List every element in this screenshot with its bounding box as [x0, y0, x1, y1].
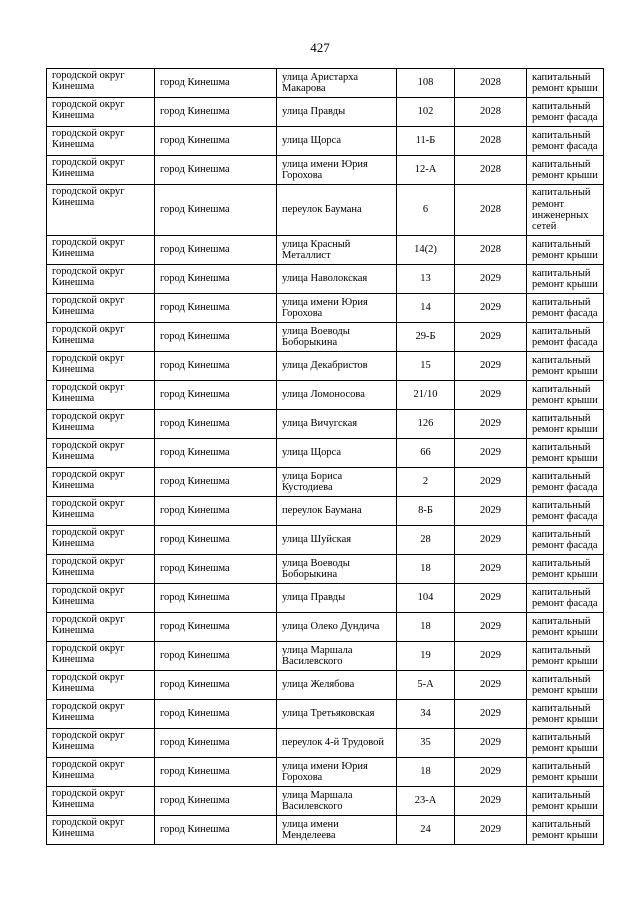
district-cell: городской округ Кинешма [47, 497, 155, 526]
table-row [47, 69, 604, 98]
street-cell: улица Декабристов [277, 352, 397, 381]
work-type-cell: капитальный ремонт фасада [527, 526, 604, 555]
year-cell: 2029 [455, 294, 527, 323]
street-cell: улица Маршала Василевского [277, 642, 397, 671]
district-cell: городской округ Кинешма [47, 439, 155, 468]
district-cell: городской округ Кинешма [47, 236, 155, 265]
work-type-cell: капитальный ремонт фасада [527, 294, 604, 323]
work-type-cell: капитальный ремонт крыши [527, 555, 604, 584]
city-cell: город Кинешма [155, 410, 277, 439]
street-cell: переулок Баумана [277, 185, 397, 236]
district-cell: городской округ Кинешма [47, 69, 155, 98]
street-cell: улица имени Менделеева [277, 816, 397, 845]
year-cell: 2029 [455, 555, 527, 584]
table-row [47, 671, 604, 700]
city-cell: город Кинешма [155, 816, 277, 845]
district-cell: городской округ Кинешма [47, 642, 155, 671]
house-number-cell: 34 [397, 700, 455, 729]
street-cell: переулок Баумана [277, 497, 397, 526]
street-cell: улица Ломоносова [277, 381, 397, 410]
table-row [47, 700, 604, 729]
city-cell: город Кинешма [155, 468, 277, 497]
city-cell: город Кинешма [155, 69, 277, 98]
table-row [47, 758, 604, 787]
house-number-cell: 23-А [397, 787, 455, 816]
year-cell: 2028 [455, 127, 527, 156]
table-row [47, 127, 604, 156]
district-cell: городской округ Кинешма [47, 156, 155, 185]
city-cell: город Кинешма [155, 352, 277, 381]
work-type-cell: капитальный ремонт крыши [527, 700, 604, 729]
city-cell: город Кинешма [155, 236, 277, 265]
table-row [47, 526, 604, 555]
street-cell: улица Щорса [277, 439, 397, 468]
house-number-cell: 102 [397, 98, 455, 127]
year-cell: 2029 [455, 700, 527, 729]
year-cell: 2029 [455, 758, 527, 787]
city-cell: город Кинешма [155, 758, 277, 787]
year-cell: 2029 [455, 526, 527, 555]
table-row [47, 410, 604, 439]
city-cell: город Кинешма [155, 265, 277, 294]
work-type-cell: капитальный ремонт крыши [527, 729, 604, 758]
district-cell: городской округ Кинешма [47, 381, 155, 410]
house-number-cell: 13 [397, 265, 455, 294]
year-cell: 2028 [455, 156, 527, 185]
district-cell: городской округ Кинешма [47, 265, 155, 294]
street-cell: улица Третьяковская [277, 700, 397, 729]
city-cell: город Кинешма [155, 787, 277, 816]
city-cell: город Кинешма [155, 497, 277, 526]
district-cell: городской округ Кинешма [47, 700, 155, 729]
city-cell: город Кинешма [155, 323, 277, 352]
work-type-cell: капитальный ремонт крыши [527, 381, 604, 410]
table-row [47, 265, 604, 294]
city-cell: город Кинешма [155, 98, 277, 127]
house-number-cell: 18 [397, 758, 455, 787]
street-cell: улица Воеводы Боборыкина [277, 323, 397, 352]
street-cell: улица Красный Металлист [277, 236, 397, 265]
city-cell: город Кинешма [155, 185, 277, 236]
house-number-cell: 15 [397, 352, 455, 381]
table-row [47, 584, 604, 613]
work-type-cell: капитальный ремонт крыши [527, 758, 604, 787]
district-cell: городской округ Кинешма [47, 613, 155, 642]
house-number-cell: 8-Б [397, 497, 455, 526]
district-cell: городской округ Кинешма [47, 352, 155, 381]
work-type-cell: капитальный ремонт фасада [527, 497, 604, 526]
table-body [47, 69, 604, 845]
work-type-cell: капитальный ремонт фасада [527, 584, 604, 613]
work-type-cell: капитальный ремонт фасада [527, 323, 604, 352]
table-row [47, 323, 604, 352]
year-cell: 2029 [455, 729, 527, 758]
house-number-cell: 11-Б [397, 127, 455, 156]
table-row [47, 294, 604, 323]
street-cell: улица Воеводы Боборыкина [277, 555, 397, 584]
year-cell: 2029 [455, 381, 527, 410]
district-cell: городской округ Кинешма [47, 758, 155, 787]
work-type-cell: капитальный ремонт инженерных сетей [527, 185, 604, 236]
house-number-cell: 66 [397, 439, 455, 468]
work-type-cell: капитальный ремонт крыши [527, 439, 604, 468]
district-cell: городской округ Кинешма [47, 127, 155, 156]
year-cell: 2029 [455, 265, 527, 294]
table-row [47, 497, 604, 526]
street-cell: переулок 4-й Трудовой [277, 729, 397, 758]
table-row [47, 555, 604, 584]
house-number-cell: 104 [397, 584, 455, 613]
year-cell: 2029 [455, 468, 527, 497]
house-number-cell: 126 [397, 410, 455, 439]
house-number-cell: 29-Б [397, 323, 455, 352]
page-number: 427 [310, 40, 330, 55]
work-type-cell: капитальный ремонт крыши [527, 352, 604, 381]
year-cell: 2029 [455, 439, 527, 468]
district-cell: городской округ Кинешма [47, 185, 155, 236]
district-cell: городской округ Кинешма [47, 584, 155, 613]
table-row [47, 381, 604, 410]
table-row [47, 352, 604, 381]
house-number-cell: 12-А [397, 156, 455, 185]
street-cell: улица Аристарха Макарова [277, 69, 397, 98]
street-cell: улица Маршала Василевского [277, 787, 397, 816]
year-cell: 2029 [455, 323, 527, 352]
work-type-cell: капитальный ремонт крыши [527, 787, 604, 816]
table-row [47, 729, 604, 758]
year-cell: 2029 [455, 584, 527, 613]
year-cell: 2029 [455, 816, 527, 845]
house-number-cell: 5-А [397, 671, 455, 700]
street-cell: улица Олеко Дундича [277, 613, 397, 642]
city-cell: город Кинешма [155, 381, 277, 410]
district-cell: городской округ Кинешма [47, 729, 155, 758]
district-cell: городской округ Кинешма [47, 323, 155, 352]
table-row [47, 439, 604, 468]
year-cell: 2028 [455, 98, 527, 127]
district-cell: городской округ Кинешма [47, 526, 155, 555]
district-cell: городской округ Кинешма [47, 816, 155, 845]
house-number-cell: 2 [397, 468, 455, 497]
city-cell: город Кинешма [155, 700, 277, 729]
work-type-cell: капитальный ремонт крыши [527, 236, 604, 265]
house-number-cell: 28 [397, 526, 455, 555]
house-number-cell: 18 [397, 555, 455, 584]
house-number-cell: 6 [397, 185, 455, 236]
district-cell: городской округ Кинешма [47, 294, 155, 323]
year-cell: 2029 [455, 410, 527, 439]
house-number-cell: 21/10 [397, 381, 455, 410]
district-cell: городской округ Кинешма [47, 555, 155, 584]
street-cell: улица Щорса [277, 127, 397, 156]
year-cell: 2029 [455, 352, 527, 381]
table-row [47, 156, 604, 185]
street-cell: улица Наволокская [277, 265, 397, 294]
work-type-cell: капитальный ремонт фасада [527, 468, 604, 497]
table-row [47, 613, 604, 642]
city-cell: город Кинешма [155, 555, 277, 584]
table-row [47, 816, 604, 845]
street-cell: улица Бориса Кустодиева [277, 468, 397, 497]
work-type-cell: капитальный ремонт фасада [527, 127, 604, 156]
work-type-cell: капитальный ремонт фасада [527, 98, 604, 127]
street-cell: улица Вичугская [277, 410, 397, 439]
house-number-cell: 18 [397, 613, 455, 642]
table-row [47, 468, 604, 497]
house-number-cell: 35 [397, 729, 455, 758]
house-number-cell: 108 [397, 69, 455, 98]
year-cell: 2029 [455, 497, 527, 526]
year-cell: 2029 [455, 642, 527, 671]
year-cell: 2028 [455, 236, 527, 265]
work-type-cell: капитальный ремонт крыши [527, 410, 604, 439]
work-type-cell: капитальный ремонт крыши [527, 816, 604, 845]
table-row [47, 98, 604, 127]
district-cell: городской округ Кинешма [47, 671, 155, 700]
repair-schedule-table [46, 68, 604, 845]
year-cell: 2028 [455, 69, 527, 98]
city-cell: город Кинешма [155, 156, 277, 185]
work-type-cell: капитальный ремонт крыши [527, 642, 604, 671]
year-cell: 2028 [455, 185, 527, 236]
street-cell: улица Шуйская [277, 526, 397, 555]
year-cell: 2029 [455, 671, 527, 700]
house-number-cell: 19 [397, 642, 455, 671]
work-type-cell: капитальный ремонт крыши [527, 671, 604, 700]
street-cell: улица Желябова [277, 671, 397, 700]
table-row [47, 236, 604, 265]
district-cell: городской округ Кинешма [47, 410, 155, 439]
year-cell: 2029 [455, 613, 527, 642]
street-cell: улица Правды [277, 584, 397, 613]
city-cell: город Кинешма [155, 584, 277, 613]
district-cell: городской округ Кинешма [47, 787, 155, 816]
street-cell: улица имени Юрия Горохова [277, 156, 397, 185]
house-number-cell: 24 [397, 816, 455, 845]
city-cell: город Кинешма [155, 613, 277, 642]
city-cell: город Кинешма [155, 439, 277, 468]
district-cell: городской округ Кинешма [47, 468, 155, 497]
street-cell: улица имени Юрия Горохова [277, 758, 397, 787]
house-number-cell: 14 [397, 294, 455, 323]
city-cell: город Кинешма [155, 294, 277, 323]
work-type-cell: капитальный ремонт крыши [527, 613, 604, 642]
city-cell: город Кинешма [155, 671, 277, 700]
city-cell: город Кинешма [155, 127, 277, 156]
city-cell: город Кинешма [155, 729, 277, 758]
street-cell: улица имени Юрия Горохова [277, 294, 397, 323]
year-cell: 2029 [455, 787, 527, 816]
work-type-cell: капитальный ремонт крыши [527, 69, 604, 98]
table-row [47, 787, 604, 816]
street-cell: улица Правды [277, 98, 397, 127]
table-row [47, 642, 604, 671]
city-cell: город Кинешма [155, 526, 277, 555]
work-type-cell: капитальный ремонт крыши [527, 265, 604, 294]
city-cell: город Кинешма [155, 642, 277, 671]
district-cell: городской округ Кинешма [47, 98, 155, 127]
work-type-cell: капитальный ремонт крыши [527, 156, 604, 185]
table-row [47, 185, 604, 236]
house-number-cell: 14(2) [397, 236, 455, 265]
